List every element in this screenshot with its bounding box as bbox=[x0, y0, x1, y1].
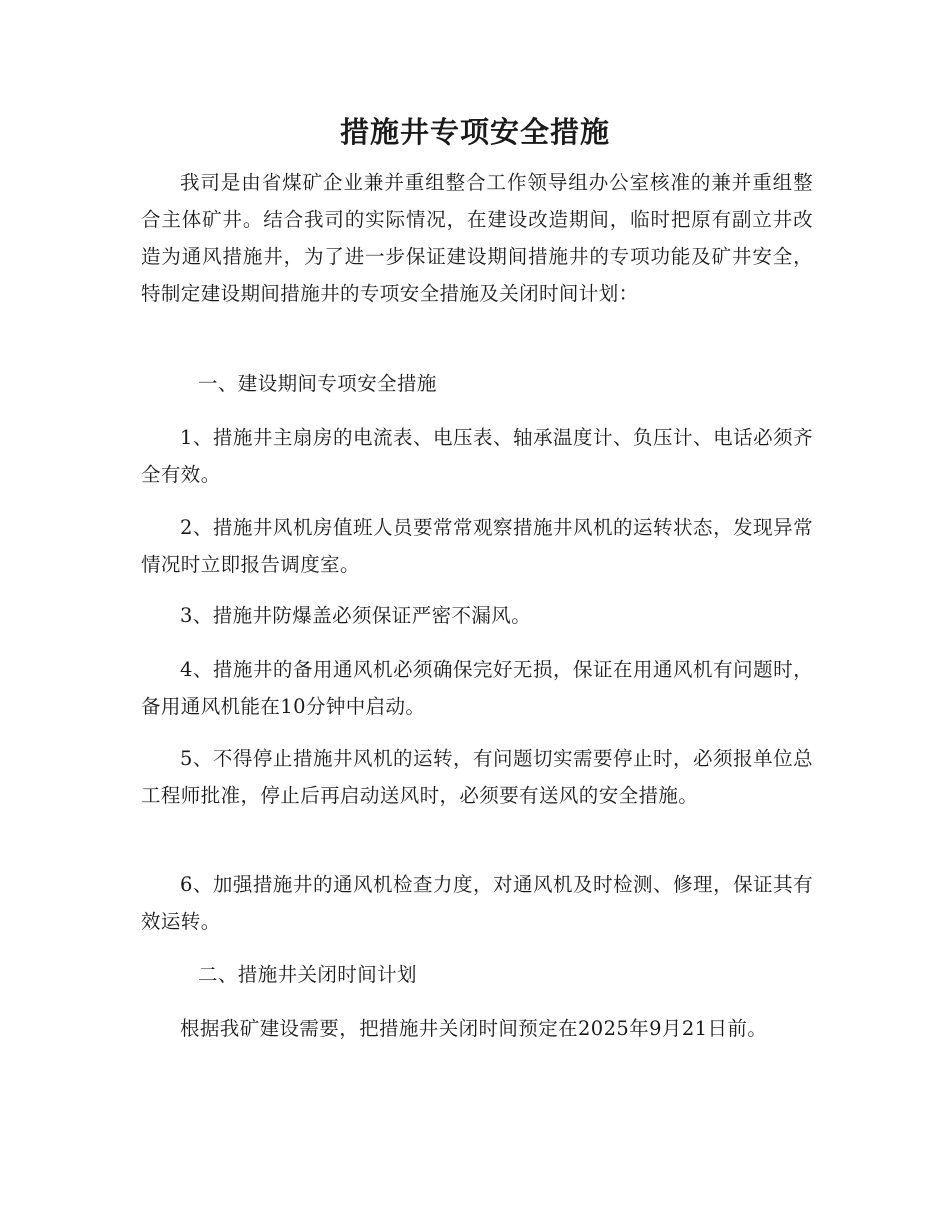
measure-item-4: 4、措施井的备用通风机必须确保完好无损，保证在用通风机有问题时，备用通风机能在10分钟中启动。 bbox=[141, 658, 813, 718]
measure-item-2: 2、措施井风机房值班人员要常常观察措施井风机的运转状态，发现异常情况时立即报告调度室。 bbox=[141, 516, 813, 576]
measure-item-6: 6、加强措施井的通风机检查力度，对通风机及时检测、修理，保证其有效运转。 bbox=[141, 873, 813, 933]
document-title: 措施井专项安全措施 bbox=[339, 115, 610, 149]
closure-paragraph: 根据我矿建设需要，把措施井关闭时间预定在2025年9月21日前。 bbox=[180, 1017, 768, 1040]
section-heading-closure: 二、措施井关闭时间计划 bbox=[198, 963, 417, 986]
measure-item-5: 5、不得停止措施井风机的运转，有问题切实需要停止时，必须报单位总工程师批准，停止后再启动送风时，必须要有送风的安全措施。 bbox=[141, 747, 813, 807]
intro-paragraph: 我司是由省煤矿企业兼并重组整合工作领导组办公室核准的兼并重组整合主体矿井。结合我司的实际情况，在建设改造期间，临时把原有副立井改造为通风措施井，为了进一步保证建设期间措施井的专项功能及矿井安全，特制定建设期间措施井的专项安全措施及关闭时间计划： bbox=[141, 171, 813, 305]
section-heading-measures: 一、建设期间专项安全措施 bbox=[198, 372, 437, 395]
measure-item-3: 3、措施井防爆盖必须保证严密不漏风。 bbox=[180, 604, 532, 627]
measure-item-1: 1、措施井主扇房的电流表、电压表、轴承温度计、负压计、电话必须齐全有效。 bbox=[141, 426, 813, 486]
